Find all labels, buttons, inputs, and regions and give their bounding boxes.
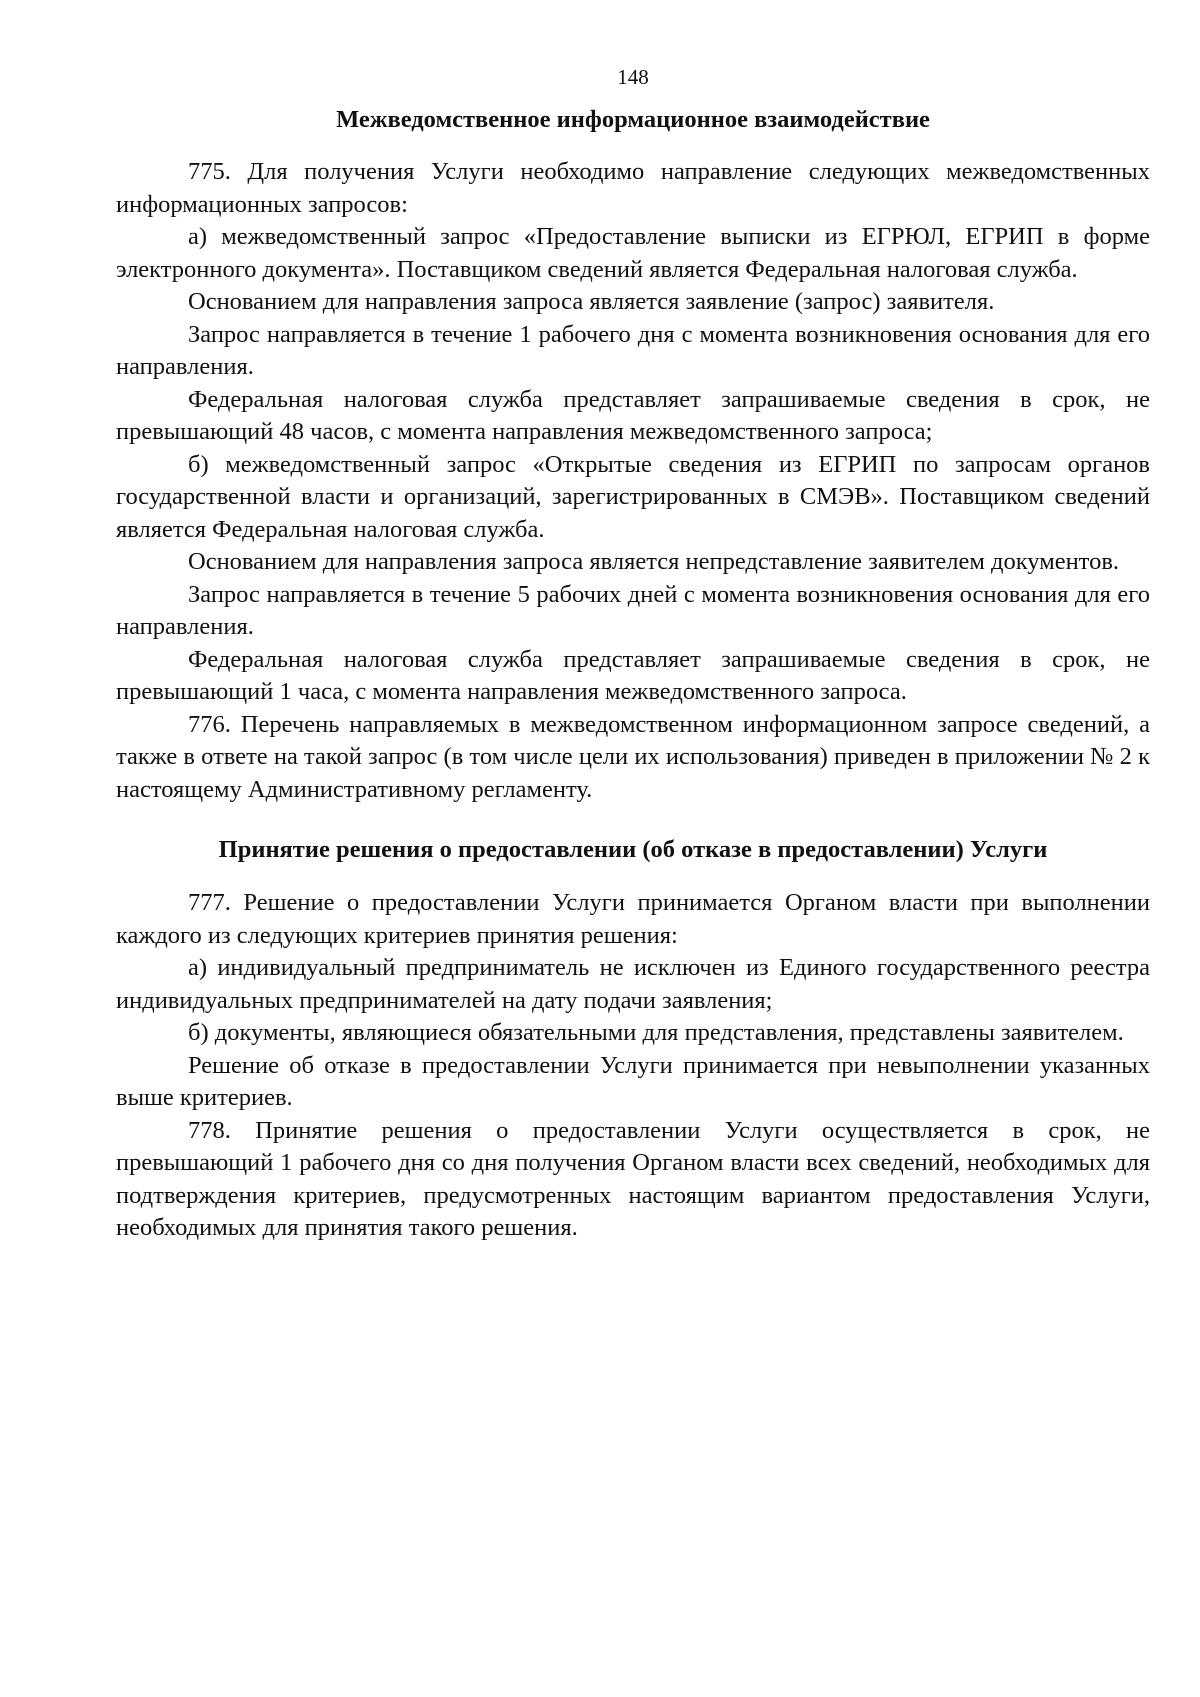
paragraph: Решение об отказе в предоставлении Услуги принимается при невыполнении указанных выше критериев. xyxy=(116,1051,1150,1111)
paragraph-775: 775. Для получения Услуги необходимо направление следующих межведомственных информационных запросов: xyxy=(116,158,1150,218)
section-heading: Принятие решения о предоставлении (об отказе в предоставлении) Услуги xyxy=(218,836,1048,863)
section-decision-making xyxy=(116,834,1150,1245)
section-heading: Межведомственное информационное взаимодействие xyxy=(336,106,930,133)
paragraph-776: 776. Перечень направляемых в межведомственном информационном запросе сведений, а также в ответе на такой запрос (в том числе цели их использования) приведен в приложении № 2 к настоящему Административному регламенту. xyxy=(116,710,1150,803)
section-interagency-interaction xyxy=(116,104,1150,806)
page-number: 148 xyxy=(617,65,649,89)
paragraph: Запрос направляется в течение 5 рабочих дней с момента возникновения основания для его направления. xyxy=(116,580,1150,640)
paragraph: Основанием для направления запроса является заявление (запрос) заявителя. xyxy=(188,288,995,315)
paragraph-778: 778. Принятие решения о предоставлении Услуги осуществляется в срок, не превышающий 1 рабочего дня со дня получения Органом власти всех сведений, необходимых для подтверждения критериев, предусмотренных настоящим вариантом предоставления Услуги, необходимых для принятия такого решения. xyxy=(116,1116,1150,1241)
paragraph: Федеральная налоговая служба представляет запрашиваемые сведения в срок, не превышающий 1 часа, с момента направления межведомственного запроса. xyxy=(116,645,1150,705)
paragraph-775-a: а) межведомственный запрос «Предоставление выписки из ЕГРЮЛ, ЕГРИП в форме электронного документа». Поставщиком сведений является Федеральная налоговая служба. xyxy=(116,223,1150,283)
document-page xyxy=(116,64,1150,1245)
paragraph: Основанием для направления запроса является непредставление заявителем документов. xyxy=(188,548,1120,575)
paragraph-777: 777. Решение о предоставлении Услуги принимается Органом власти при выполнении каждого из следующих критериев принятия решения: xyxy=(116,889,1150,949)
paragraph-777-b: б) документы, являющиеся обязательными для представления, представлены заявителем. xyxy=(188,1019,1124,1046)
paragraph-777-a: а) индивидуальный предприниматель не исключен из Единого государственного реестра индивидуальных предпринимателей на дату подачи заявления; xyxy=(116,954,1150,1014)
paragraph: Запрос направляется в течение 1 рабочего дня с момента возникновения основания для его направления. xyxy=(116,320,1150,380)
paragraph: Федеральная налоговая служба представляет запрашиваемые сведения в срок, не превышающий 48 часов, с момента направления межведомственного запроса; xyxy=(116,385,1150,445)
paragraph-775-b: б) межведомственный запрос «Открытые сведения из ЕГРИП по запросам органов государственной власти и организаций, зарегистрированных в СМЭВ». Поставщиком сведений является Федеральная налоговая служба. xyxy=(116,450,1150,543)
